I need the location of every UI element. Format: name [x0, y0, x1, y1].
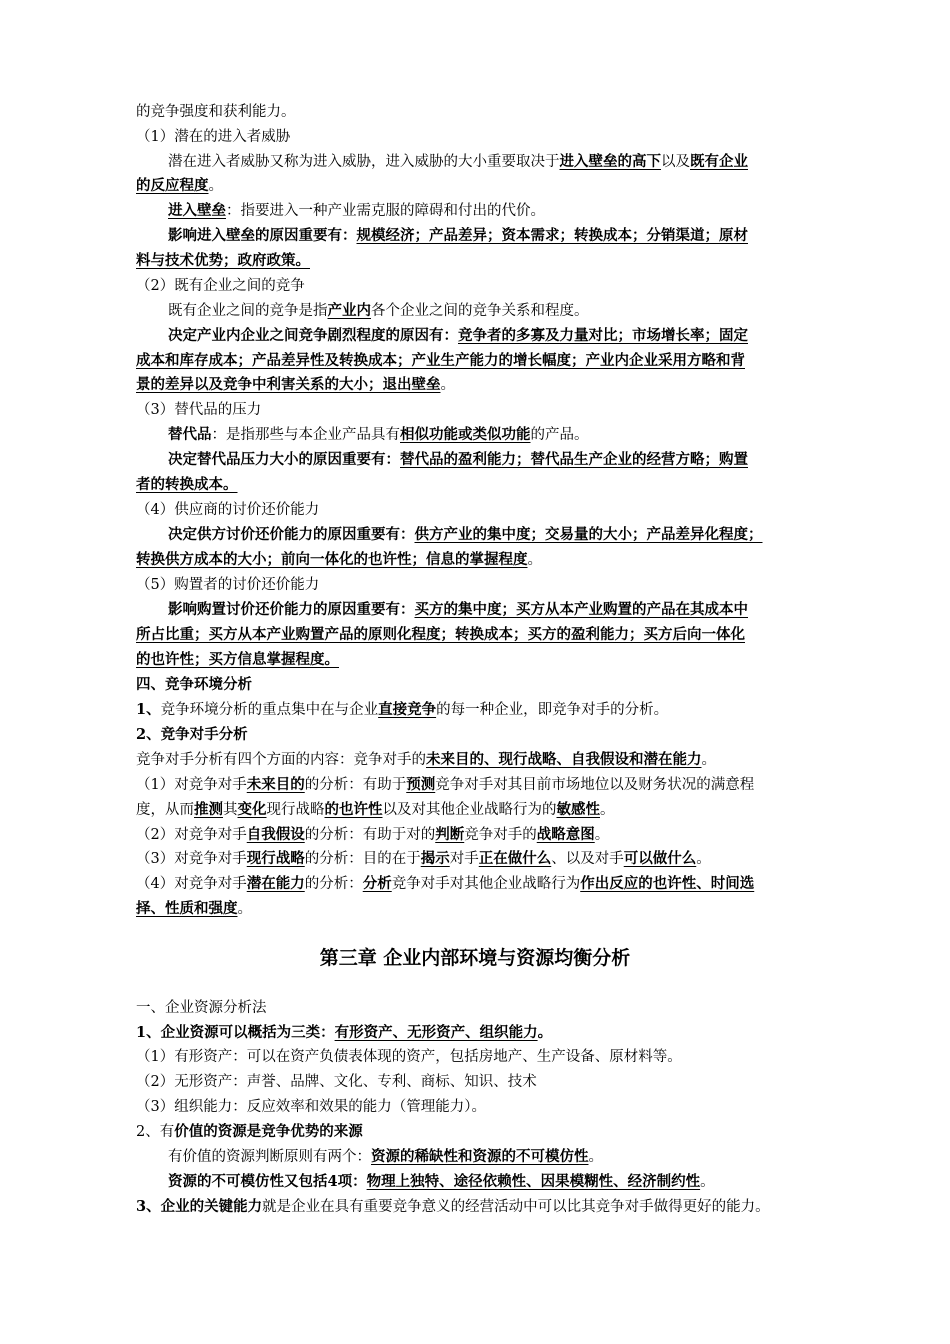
text-segment: （2）既有企业之间的竞争 [136, 278, 305, 294]
emphasized-text: 物理上独特、途径依赖性、因果模糊性、经济制约性 [366, 1173, 701, 1190]
text-segment: 的分析：有助于 [304, 777, 407, 793]
text-segment: 竞争对手对其目前市场地位以及财务状况的满意程 [435, 777, 755, 793]
text-segment: 替代品 [168, 426, 212, 443]
text-line [136, 648, 826, 672]
text-segment: 对手 [449, 851, 479, 867]
emphasized-text: 资源的稀缺性和资源的不可模仿性 [371, 1148, 589, 1165]
text-line [136, 1195, 826, 1219]
text-line [136, 996, 826, 1020]
text-segment: 影响进入壁垒的原因重要有： [168, 227, 357, 244]
emphasized-text: 规模经济；产品差异；资本需求；转换成本；分销渠道；原材 [356, 227, 748, 244]
emphasized-text: 的反应程度 [136, 177, 209, 194]
text-line [168, 598, 826, 622]
emphasized-text: 择、性质和强度 [136, 900, 238, 917]
emphasized-text: 既有企业 [690, 153, 748, 170]
text-line [136, 623, 826, 647]
text-segment: 2、竞争对手分析 [136, 726, 248, 743]
emphasized-text: 竞争者的多寡及力量对比；市场增长率；固定 [458, 327, 748, 344]
text-line [168, 523, 826, 547]
text-segment: 决定替代品压力大小的原因重要有： [168, 451, 400, 468]
emphasized-text: 成本和库存成本；产品差异性及转换成本；产业生产能力的增长幅度；产业内企业采用方略和背 [136, 352, 745, 369]
text-segment: 竞争对手分析有四个方面的内容：竞争对手的 [136, 752, 426, 768]
text-line [136, 548, 826, 572]
emphasized-text: 直接竞争 [378, 701, 437, 718]
text-line [136, 249, 826, 273]
text-segment: 2、有 [136, 1124, 175, 1140]
emphasized-text: 揭示 [420, 850, 450, 867]
text-segment: （1）潜在的进入者威胁 [136, 129, 291, 145]
text-segment: 1、企业资源可以概括为三类： [136, 1024, 335, 1041]
text-line [168, 224, 826, 248]
text-line [136, 373, 826, 397]
text-line [136, 573, 826, 597]
text-line [136, 673, 826, 697]
text-line [168, 423, 826, 447]
text-segment: 。 [700, 1174, 715, 1190]
text-line [136, 847, 826, 871]
text-line [168, 199, 826, 223]
text-line [136, 1070, 826, 1094]
text-line [136, 723, 826, 747]
text-segment: 。 [537, 1024, 553, 1041]
text-segment: 以及对其他企业战略行为的 [382, 802, 557, 818]
emphasized-text: 的也许性；买方信息掌握程度。 [136, 651, 339, 668]
text-segment: （3）替代品的压力 [136, 402, 262, 418]
text-line [136, 473, 826, 497]
text-segment: 的分析： [304, 876, 363, 892]
text-segment: 。 [208, 178, 223, 194]
text-segment: 度，从而 [136, 802, 194, 818]
emphasized-text: 所占比重；买方从本产业购置产品的原则化程度；转换成本；买方的盈利能力；买方后向一体化 [136, 626, 745, 643]
emphasized-text: 转换供方成本的大小；前向一体化的也许性；信息的掌握程度 [136, 551, 528, 568]
text-segment: 有价值的资源判断原则有两个： [168, 1149, 371, 1165]
text-segment: 。 [600, 802, 615, 818]
text-segment: 、以及对手 [551, 851, 624, 867]
text-segment: 。 [440, 377, 455, 393]
text-segment: 竞争对手的 [464, 827, 537, 843]
emphasized-text: 的也许性 [324, 801, 383, 818]
emphasized-text: 作出反应的也许性、时间选 [580, 875, 755, 892]
text-line [136, 125, 826, 149]
text-line [136, 1095, 826, 1119]
emphasized-text: 自我假设 [246, 826, 305, 843]
text-segment: （2）无形资产：声誉、品牌、文化、专利、商标、知识、技术 [136, 1074, 537, 1090]
text-segment: （1）对竞争对手 [136, 777, 247, 793]
emphasized-text: 可以做什么 [623, 850, 697, 867]
text-segment: 决定供方讨价还价能力的原因重要有： [168, 526, 415, 543]
text-line [136, 823, 826, 847]
text-segment: 的分析：目的在于 [304, 851, 421, 867]
text-segment: 资源的不可模仿性又包括4项： [168, 1173, 367, 1190]
text-segment: 影响购置讨价还价能力的原因重要有： [168, 601, 415, 618]
emphasized-text: 相似功能或类似功能 [400, 426, 531, 443]
emphasized-text: 有形资产、无形资产、组织能力 [334, 1024, 538, 1041]
text-line [168, 1145, 826, 1169]
text-line [136, 798, 826, 822]
text-line [136, 773, 826, 797]
emphasized-text: 进入壁垒的高下 [559, 153, 661, 170]
text-segment: 各个企业之间的竞争关系和程度。 [371, 303, 589, 319]
text-segment: 的产品。 [530, 427, 589, 443]
text-segment: 。 [527, 552, 542, 568]
chapter-heading: 第三章 企业内部环境与资源均衡分析 [319, 947, 631, 969]
emphasized-text: 产业内 [327, 302, 371, 319]
text-segment: 。 [594, 827, 610, 843]
emphasized-text: 分析 [362, 875, 392, 892]
emphasized-text: 料与技术优势；政府政策。 [136, 252, 310, 269]
text-segment: （4）供应商的讨价还价能力 [136, 502, 320, 518]
text-segment: 竞争环境分析的重点集中在与企业 [160, 702, 379, 718]
text-line [136, 349, 826, 373]
text-line [168, 448, 826, 472]
text-segment: （1）有形资产：可以在资产负债表体现的资产，包括房地产、生产设备、原材料等。 [136, 1049, 682, 1065]
text-line [136, 1021, 826, 1045]
emphasized-text: 买方的集中度；买方从本产业购置的产品在其成本中 [414, 601, 748, 618]
text-line [168, 299, 826, 323]
emphasized-text: 替代品的盈利能力；替代品生产企业的经营方略；购置 [400, 451, 748, 468]
emphasized-text: 判断 [435, 826, 465, 843]
emphasized-text: 推测 [194, 801, 223, 818]
text-segment: （2）对竞争对手 [136, 827, 247, 843]
emphasized-text: 变化 [237, 801, 267, 818]
text-segment: ：是指那些与本企业产品具有 [211, 427, 400, 443]
emphasized-text: 未来目的、现行战略、自我假设和潜在能力 [426, 751, 702, 768]
text-line [168, 1170, 826, 1194]
text-line [136, 748, 826, 772]
text-segment: 潜在进入者威胁又称为进入威胁，进入威胁的大小重要取决于 [168, 154, 560, 170]
text-segment: 就是企业在具有重要竞争意义的经营活动中可以比其竞争对手做得更好的能力。 [262, 1199, 770, 1215]
text-segment: 的每一种企业，即竞争对手的分析。 [436, 702, 669, 718]
text-line [136, 398, 826, 422]
text-line [136, 1045, 826, 1069]
text-line [136, 872, 826, 896]
text-segment: 一、企业资源分析法 [136, 1000, 267, 1016]
text-segment: 竞争对手对其他企业战略行为 [391, 876, 581, 892]
text-segment: 现行战略 [266, 802, 325, 818]
emphasized-text: 者的转换成本。 [136, 476, 238, 493]
text-segment: 的分析：有助于对的 [304, 827, 436, 843]
text-segment: 既有企业之间的竞争是指 [168, 303, 328, 319]
text-segment: 。 [237, 901, 252, 917]
text-line [168, 324, 826, 348]
text-segment: 以及 [661, 154, 690, 170]
text-line [136, 698, 826, 722]
text-line [136, 100, 826, 124]
text-segment: （5）购置者的讨价还价能力 [136, 577, 320, 593]
emphasized-text: 进入壁垒 [168, 202, 226, 219]
text-segment: 。 [588, 1149, 603, 1165]
text-segment: （3）组织能力：反应效率和效果的能力（管理能力）。 [136, 1099, 486, 1115]
text-line [136, 498, 826, 522]
emphasized-text: 敏感性 [556, 801, 600, 818]
text-line [136, 1120, 826, 1144]
text-segment: 四、竞争环境分析 [136, 676, 252, 693]
emphasized-text: 供方产业的集中度；交易量的大小；产品差异化程度； [414, 526, 763, 543]
text-segment: 3、企业的关键能力 [136, 1198, 263, 1215]
text-line [136, 274, 826, 298]
text-segment: 。 [696, 851, 711, 867]
emphasized-text: 正在做什么 [478, 850, 552, 867]
emphasized-text: 未来目的 [246, 776, 305, 793]
text-segment: （4）对竞争对手 [136, 876, 247, 892]
text-segment: ：指要进入一种产业需克服的障碍和付出的代价。 [226, 203, 545, 219]
emphasized-text: 预测 [406, 776, 436, 793]
text-segment: 的竞争强度和获利能力。 [136, 104, 296, 120]
emphasized-text: 景的差异以及竞争中利害关系的大小；退出壁垒 [136, 376, 441, 393]
text-segment: （3）对竞争对手 [136, 851, 247, 867]
text-segment: 1、 [136, 701, 161, 718]
emphasized-text: 战略意图 [536, 826, 595, 843]
text-line [168, 150, 826, 174]
emphasized-text: 潜在能力 [246, 875, 305, 892]
text-line [136, 174, 826, 198]
text-segment: 决定产业内企业之间竞争剧烈程度的原因有： [168, 327, 458, 344]
emphasized-text: 现行战略 [246, 850, 305, 867]
text-segment: 其 [223, 802, 238, 818]
text-segment: 。 [701, 752, 716, 768]
text-line [136, 897, 826, 921]
text-segment: 价值的资源是竞争优势的来源 [174, 1123, 363, 1140]
